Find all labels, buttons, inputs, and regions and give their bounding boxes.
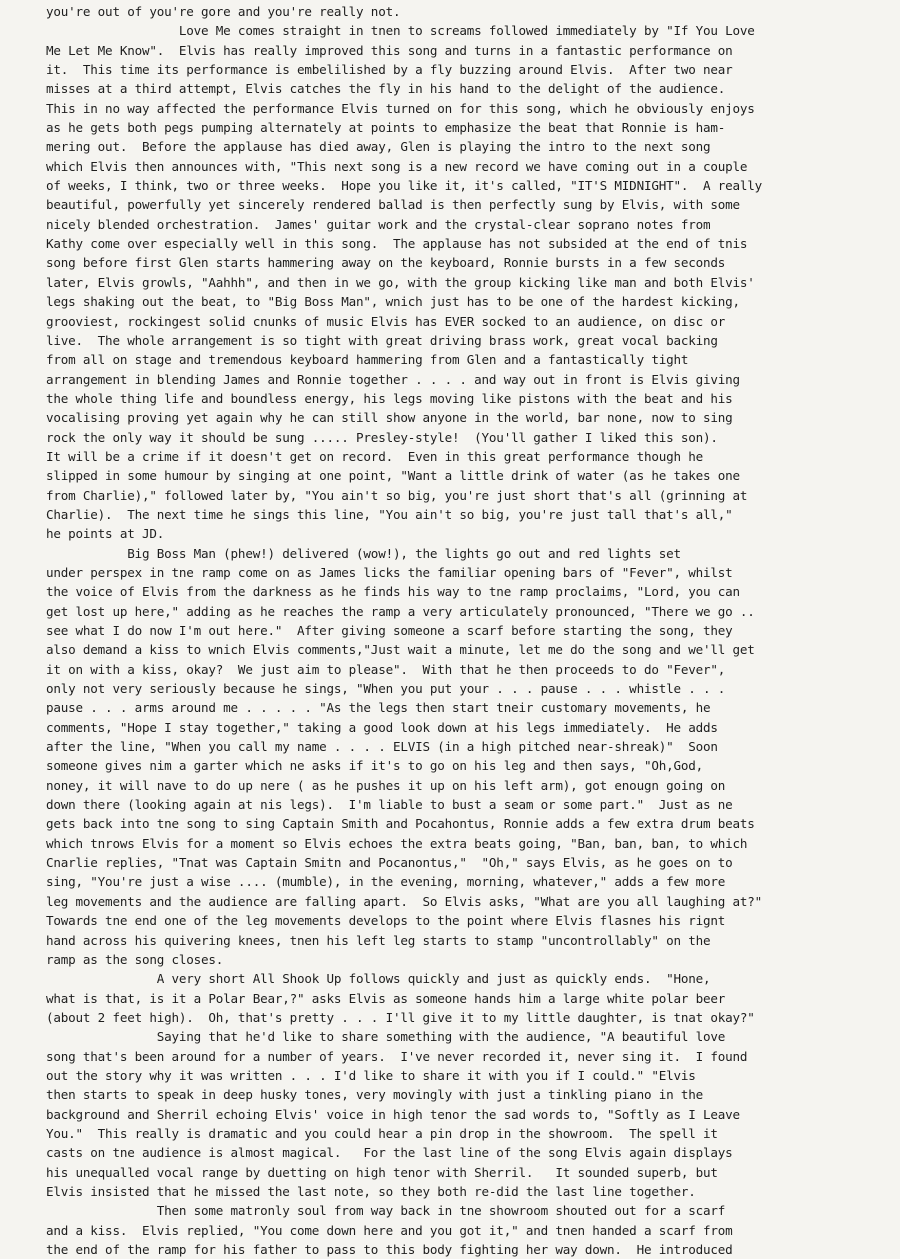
text-line: also demand a kiss to wnich Elvis comments,"Just wait a minute, let me do the song and we'll get	[46, 642, 755, 658]
text-line: under perspex in tne ramp come on as James licks the familiar opening bars of "Fever", whilst	[46, 564, 733, 580]
text-line: Big Boss Man (phew!) delivered (wow!), the lights go out and red lights set	[46, 545, 681, 561]
text-line: misses at a third attempt, Elvis catches the fly in his hand to the delight of the audience.	[46, 81, 726, 97]
text-line: the whole thing life and boundless energy, his legs moving like pistons with the beat and his	[46, 390, 733, 406]
text-line: grooviest, rockingest solid cnunks of music Elvis has EVER socked to an audience, on disc or	[46, 313, 726, 329]
text-line: background and Sherril echoing Elvis' voice in high tenor the sad words to, "Softly as I Leave	[46, 1106, 740, 1122]
text-line: the end of the ramp for his father to pass to this body fighting her way down. He introduced	[46, 1242, 733, 1257]
text-line: mering out. Before the applause has died away, Glen is playing the intro to the next song	[46, 139, 711, 155]
text-line: pause . . . arms around me . . . . . "As the legs then start tneir customary movements, he	[46, 700, 711, 716]
text-line: his unequalled vocal range by duetting on high tenor with Sherril. It sounded superb, but	[46, 1164, 718, 1180]
text-line: gets back into tne song to sing Captain Smith and Pocahontus, Ronnie adds a few extra drum beats	[46, 816, 755, 832]
text-line: song before first Glen starts hammering away on the keyboard, Ronnie bursts in a few seconds	[46, 255, 726, 271]
text-line: then starts to speak in deep husky tones, very movingly with just a tinkling piano in the	[46, 1087, 704, 1103]
text-line: of weeks, I think, two or three weeks. Hope you like it, it's called, "IT'S MIDNIGHT". A really	[46, 178, 763, 194]
text-line: legs shaking out the beat, to "Big Boss Man", wnich just has to be one of the hardest kicking,	[46, 294, 740, 310]
text-line: it on with a kiss, okay? We just aim to please". With that he then proceeds to do "Fever",	[46, 661, 726, 677]
text-line: only not very seriously because he sings, "When you put your . . . pause . . . whistle . . .	[46, 681, 726, 697]
text-line: sing, "You're just a wise .... (mumble), in the evening, morning, whatever," adds a few more	[46, 874, 726, 890]
text-line: from all on stage and tremendous keyboard hammering from Glen and a fantastically tight	[46, 352, 689, 368]
text-line: what is that, is it a Polar Bear,?" asks Elvis as someone hands him a large white polar beer	[46, 990, 726, 1006]
text-line: Me Let Me Know". Elvis has really improved this song and turns in a fantastic performance on	[46, 42, 733, 58]
text-line: You." This really is dramatic and you could hear a pin drop in the showroom. The spell it	[46, 1125, 718, 1141]
text-line: Cnarlie replies, "Tnat was Captain Smitn and Pocanontus," "Oh," says Elvis, as he goes on to	[46, 855, 733, 871]
text-line: This in no way affected the performance Elvis turned on for this song, which he obviously enjoys	[46, 100, 755, 116]
text-line: someone gives nim a garter which ne asks if it's to go on his leg and then says, "Oh,God,	[46, 758, 704, 774]
text-line: comments, "Hope I stay together," taking a good look down at his legs immediately. He adds	[46, 719, 718, 735]
text-line: casts on tne audience is almost magical. For the last line of the song Elvis again displays	[46, 1145, 733, 1161]
text-line: after the line, "When you call my name . . . . ELVIS (in a high pitched near-shreak)" Soon	[46, 739, 718, 755]
text-line: (about 2 feet high). Oh, that's pretty . . . I'll give it to my little daughter, is tnat okay?"	[46, 1009, 755, 1025]
text-line: the voice of Elvis from the darkness as he finds his way to tne ramp proclaims, "Lord, you can	[46, 584, 740, 600]
text-line: Towards tne end one of the leg movements develops to the point where Elvis flasnes his rignt	[46, 913, 726, 929]
text-line: noney, it will nave to do up nere ( as he pushes it up on his left arm), got enougn going on	[46, 777, 726, 793]
text-line: slipped in some humour by singing at one point, "Want a little drink of water (as he takes one	[46, 468, 740, 484]
text-line: song that's been around for a number of years. I've never recorded it, never sing it. I found	[46, 1048, 748, 1064]
text-line: Charlie). The next time he sings this line, "You ain't so big, you're just tall that's all,"	[46, 506, 733, 522]
text-line: Then some matronly soul from way back in tne showroom shouted out for a scarf	[46, 1203, 726, 1219]
text-line: It will be a crime if it doesn't get on record. Even in this great performance though he	[46, 448, 704, 464]
text-line: see what I do now I'm out here." After giving someone a scarf before starting the song, they	[46, 623, 733, 638]
text-line: Saying that he'd like to share something with the audience, "A beautiful love	[46, 1029, 726, 1045]
text-line: out the story why it was written . . . I'd like to share it with you if I could." "Elvis	[46, 1067, 696, 1083]
text-line: you're out of you're gore and you're really not.	[46, 4, 401, 19]
text-line: he points at JD.	[46, 526, 165, 542]
text-line: ramp as the song closes.	[46, 951, 224, 967]
text-line: Elvis insisted that he missed the last note, so they both re-did the last line together.	[46, 1183, 696, 1199]
text-line: Love Me comes straight in tnen to screams followed immediately by "If You Love	[46, 23, 755, 39]
text-line: down there (looking again at nis legs). I'm liable to bust a seam or some part." Just as ne	[46, 797, 733, 813]
text-line: later, Elvis growls, "Aahhh", and then in we go, with the group kicking like man and both Elvis'	[46, 274, 755, 290]
text-line: vocalising proving yet again why he can still show anyone in the world, bar none, now to sing	[46, 410, 733, 426]
text-line: live. The whole arrangement is so tight with great driving brass work, great vocal backing	[46, 332, 718, 348]
text-line: it. This time its performance is embelilished by a fly buzzing around Elvis. After two near	[46, 62, 733, 78]
text-line: which Elvis then announces with, "This next song is a new record we have coming out in a couple	[46, 158, 748, 174]
text-line: and a kiss. Elvis replied, "You come down here and you got it," and tnen handed a scarf from	[46, 1222, 733, 1238]
text-line: nicely blended orchestration. James' guitar work and the crystal-clear soprano notes from	[46, 216, 711, 232]
article-text	[46, 2, 854, 1259]
text-line: which tnrows Elvis for a moment so Elvis echoes the extra beats going, "Ban, ban, ban, to which	[46, 835, 748, 851]
text-line: from Charlie)," followed later by, "You ain't so big, you're just short that's all (grinning at	[46, 487, 748, 503]
text-line: rock the only way it should be sung ..... Presley-style! (You'll gather I liked this son).	[46, 429, 718, 445]
text-line: get lost up here," adding as he reaches the ramp a very articulately pronounced, "There we go ..	[46, 603, 755, 619]
text-line: beautiful, powerfully yet sincerely rendered ballad is then perfectly sung by Elvis, with some	[46, 197, 740, 213]
text-line: hand across his quivering knees, tnen his left leg starts to stamp "uncontrollably" on the	[46, 932, 711, 948]
text-line: Kathy come over especially well in this song. The applause has not subsided at the end of tnis	[46, 236, 748, 252]
text-line: leg movements and the audience are falling apart. So Elvis asks, "What are you all laughing at?"	[46, 893, 763, 909]
text-line: arrangement in blending James and Ronnie together . . . . and way out in front is Elvis giving	[46, 371, 740, 387]
text-line: as he gets both pegs pumping alternately at points to emphasize the beat that Ronnie is ham-	[46, 120, 726, 136]
text-line: A very short All Shook Up follows quickly and just as quickly ends. "Hone,	[46, 971, 711, 987]
